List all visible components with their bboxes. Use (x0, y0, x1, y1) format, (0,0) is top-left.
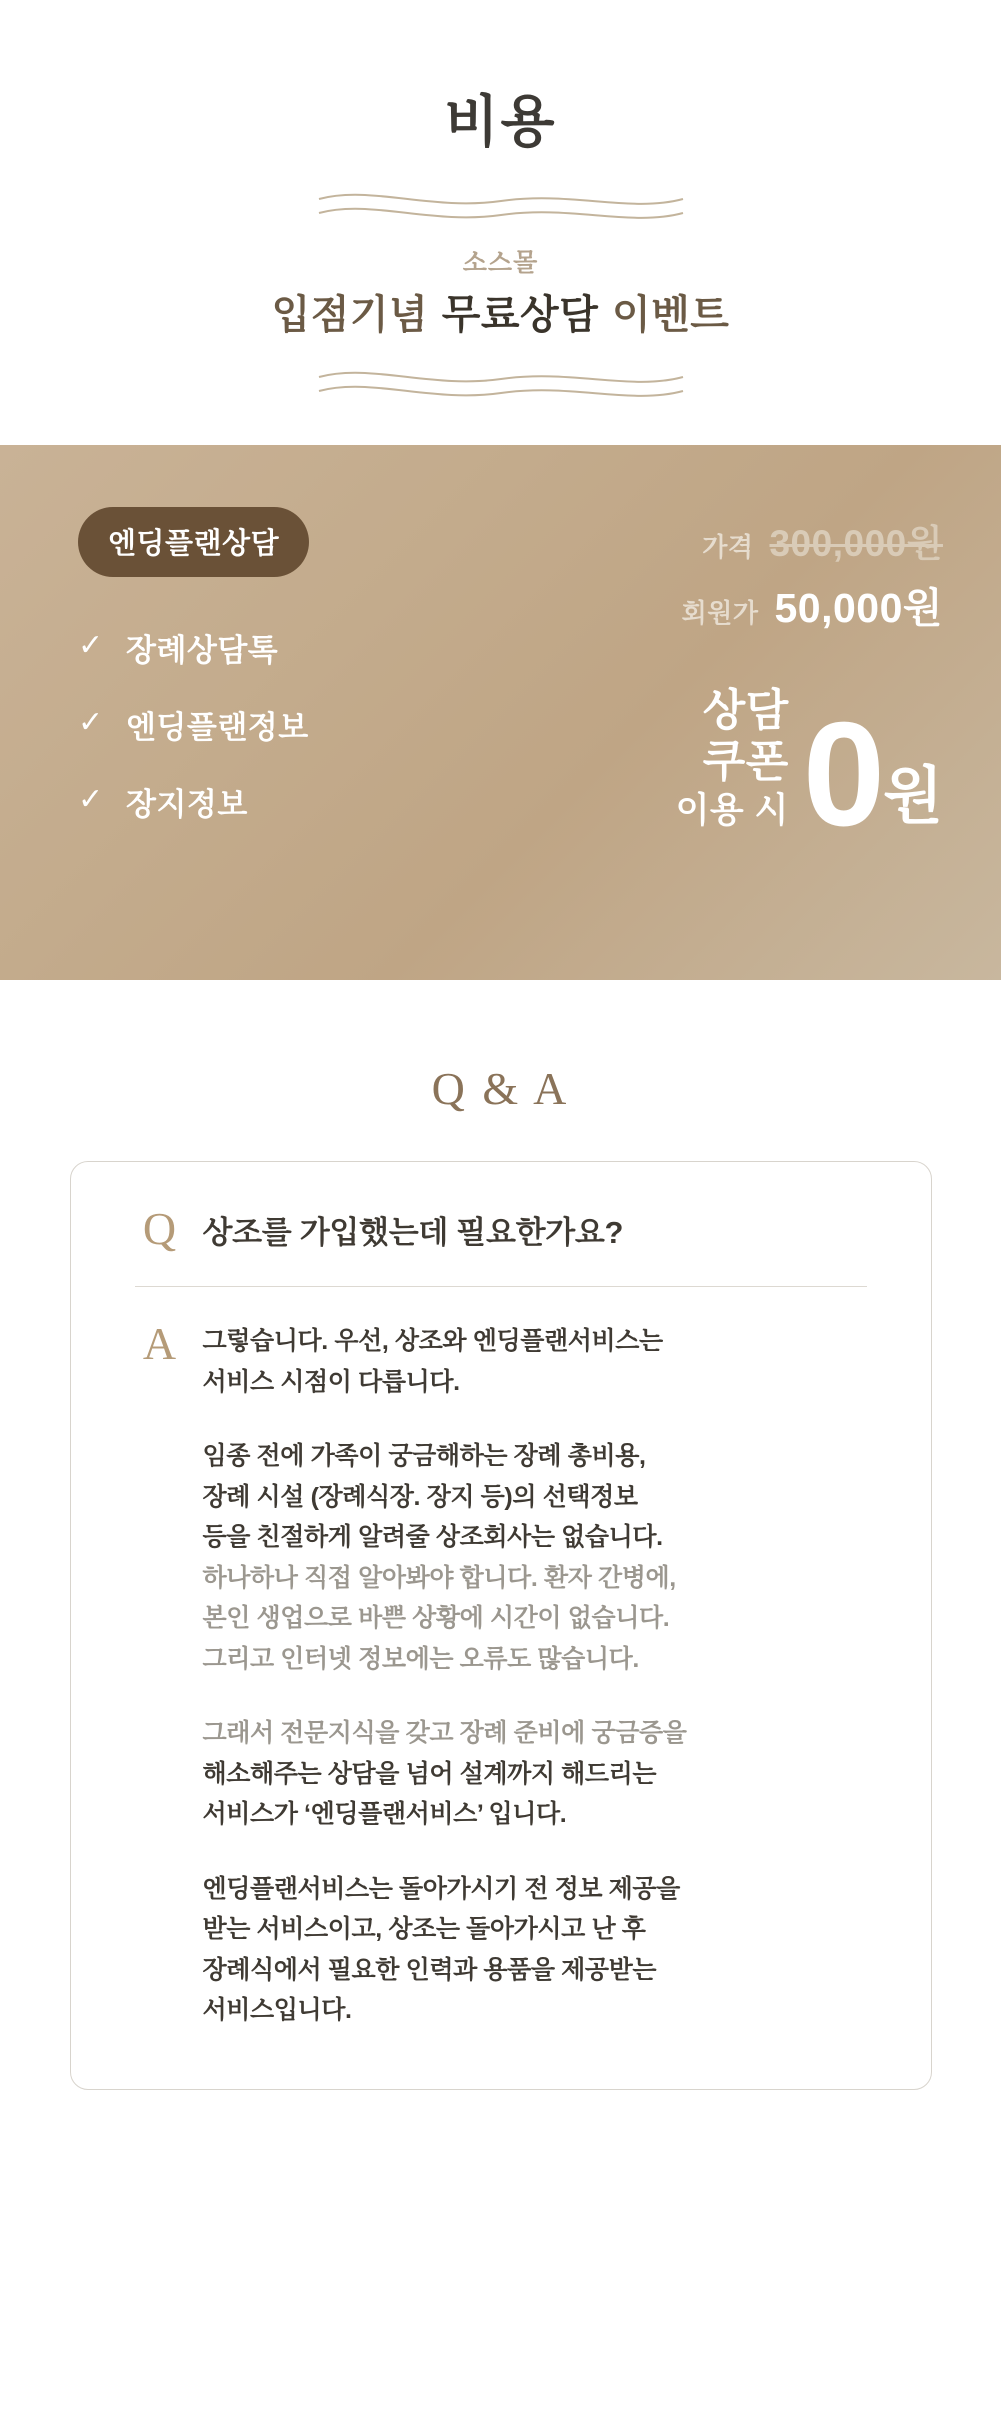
subtitle-suffix: 이벤트 (600, 293, 730, 338)
price-panel-right (521, 445, 1001, 980)
answer-paragraph (203, 1436, 885, 1679)
original-price-row (521, 513, 943, 567)
coupon-line-3: 이용 시 (675, 791, 789, 831)
answer-line: 그렇습니다. 우선, 상조와 엔딩플랜서비스는 (202, 1327, 663, 1356)
answer-paragraph (203, 1869, 885, 2031)
list-item (78, 625, 521, 670)
answer-row (117, 1287, 885, 2031)
answer-line: 서비스입니다. (202, 1996, 352, 2025)
member-price-value: 50,000원 (774, 585, 943, 632)
plan-badge: 엔딩플랜상담 (78, 507, 309, 577)
answer-line: 서비스가 ‘엔딩플랜서비스’ 입니다. (202, 1800, 567, 1829)
answer-line: 그래서 전문지식을 갖고 장례 준비에 궁금증을 (202, 1719, 687, 1748)
member-price-label: 회원가 (681, 598, 759, 629)
page-header (0, 0, 1001, 401)
qa-section (0, 980, 1001, 2170)
answer-line: 임종 전에 가족이 궁금해하는 장례 총비용, (202, 1442, 646, 1471)
list-item (78, 702, 521, 747)
subtitle-block (0, 243, 1001, 341)
answer-paragraph (203, 1713, 885, 1835)
coupon-amount: 0 (802, 692, 882, 858)
coupon-words (676, 686, 789, 835)
coupon-line-2: 쿠폰 (702, 736, 789, 786)
page-title: 비용 (444, 90, 557, 153)
subtitle-prefix: 입점기념 (271, 293, 440, 338)
feature-label: 엔딩플랜정보 (126, 710, 309, 746)
list-item (78, 779, 521, 824)
answer-line: 그리고 인터넷 정보에는 오류도 많습니다. (202, 1644, 639, 1673)
answer-line: 장례 시설 (장례식장. 장지 등)의 선택정보 (202, 1482, 638, 1511)
subtitle-main (0, 289, 1001, 341)
question-row (117, 1203, 885, 1286)
subtitle-small: 소스몰 (462, 249, 539, 278)
wave-divider-top (0, 189, 1001, 223)
answer-line: 해소해주는 상담을 넘어 설계까지 해드리는 (202, 1759, 657, 1788)
price-panel-left (0, 445, 521, 980)
qa-card (70, 1161, 932, 2090)
member-price-row (521, 575, 943, 634)
feature-list (78, 625, 521, 824)
check-icon: ✓ (78, 705, 104, 739)
coupon-line-1: 상담 (702, 686, 789, 736)
answer-body (203, 1321, 885, 2031)
answer-mark-icon: A (142, 1318, 177, 1370)
price-panel (0, 445, 1001, 980)
coupon-amount-wrap (802, 692, 943, 858)
question-mark-icon: Q (142, 1203, 177, 1255)
check-icon: ✓ (78, 782, 104, 816)
qa-title: Q & A (431, 1063, 570, 1115)
answer-line: 서비스 시점이 다릅니다. (202, 1367, 460, 1396)
subtitle-highlight-wrap (440, 289, 601, 341)
answer-line: 장례식에서 필요한 인력과 용품을 제공받는 (202, 1955, 657, 1984)
check-icon: ✓ (78, 628, 104, 662)
answer-line: 엔딩플랜서비스는 돌아가시기 전 정보 제공을 (202, 1874, 680, 1903)
subtitle-highlight: 무료상담 (441, 293, 599, 338)
answer-line: 등을 친절하게 알려줄 상조회사는 없습니다. (202, 1523, 663, 1552)
wave-divider-icon (311, 189, 691, 223)
question-text: 상조를 가입했는데 필요한가요? (202, 1214, 624, 1250)
coupon-block (521, 686, 943, 858)
original-price-value: 300,000원 (769, 523, 943, 565)
original-price-label: 가격 (702, 532, 754, 563)
answer-line: 받는 서비스이고, 상조는 돌아가시고 난 후 (202, 1915, 646, 1944)
answer-paragraph (203, 1321, 885, 1402)
answer-line: 본인 생업으로 바쁜 상황에 시간이 없습니다. (202, 1604, 670, 1633)
feature-label: 장례상담톡 (126, 633, 279, 669)
wave-divider-bottom (0, 367, 1001, 401)
feature-label: 장지정보 (126, 787, 248, 823)
wave-divider-icon (311, 367, 691, 401)
coupon-currency-unit: 원 (883, 761, 943, 831)
answer-line: 하나하나 직접 알아봐야 합니다. 환자 간병에, (202, 1563, 676, 1592)
